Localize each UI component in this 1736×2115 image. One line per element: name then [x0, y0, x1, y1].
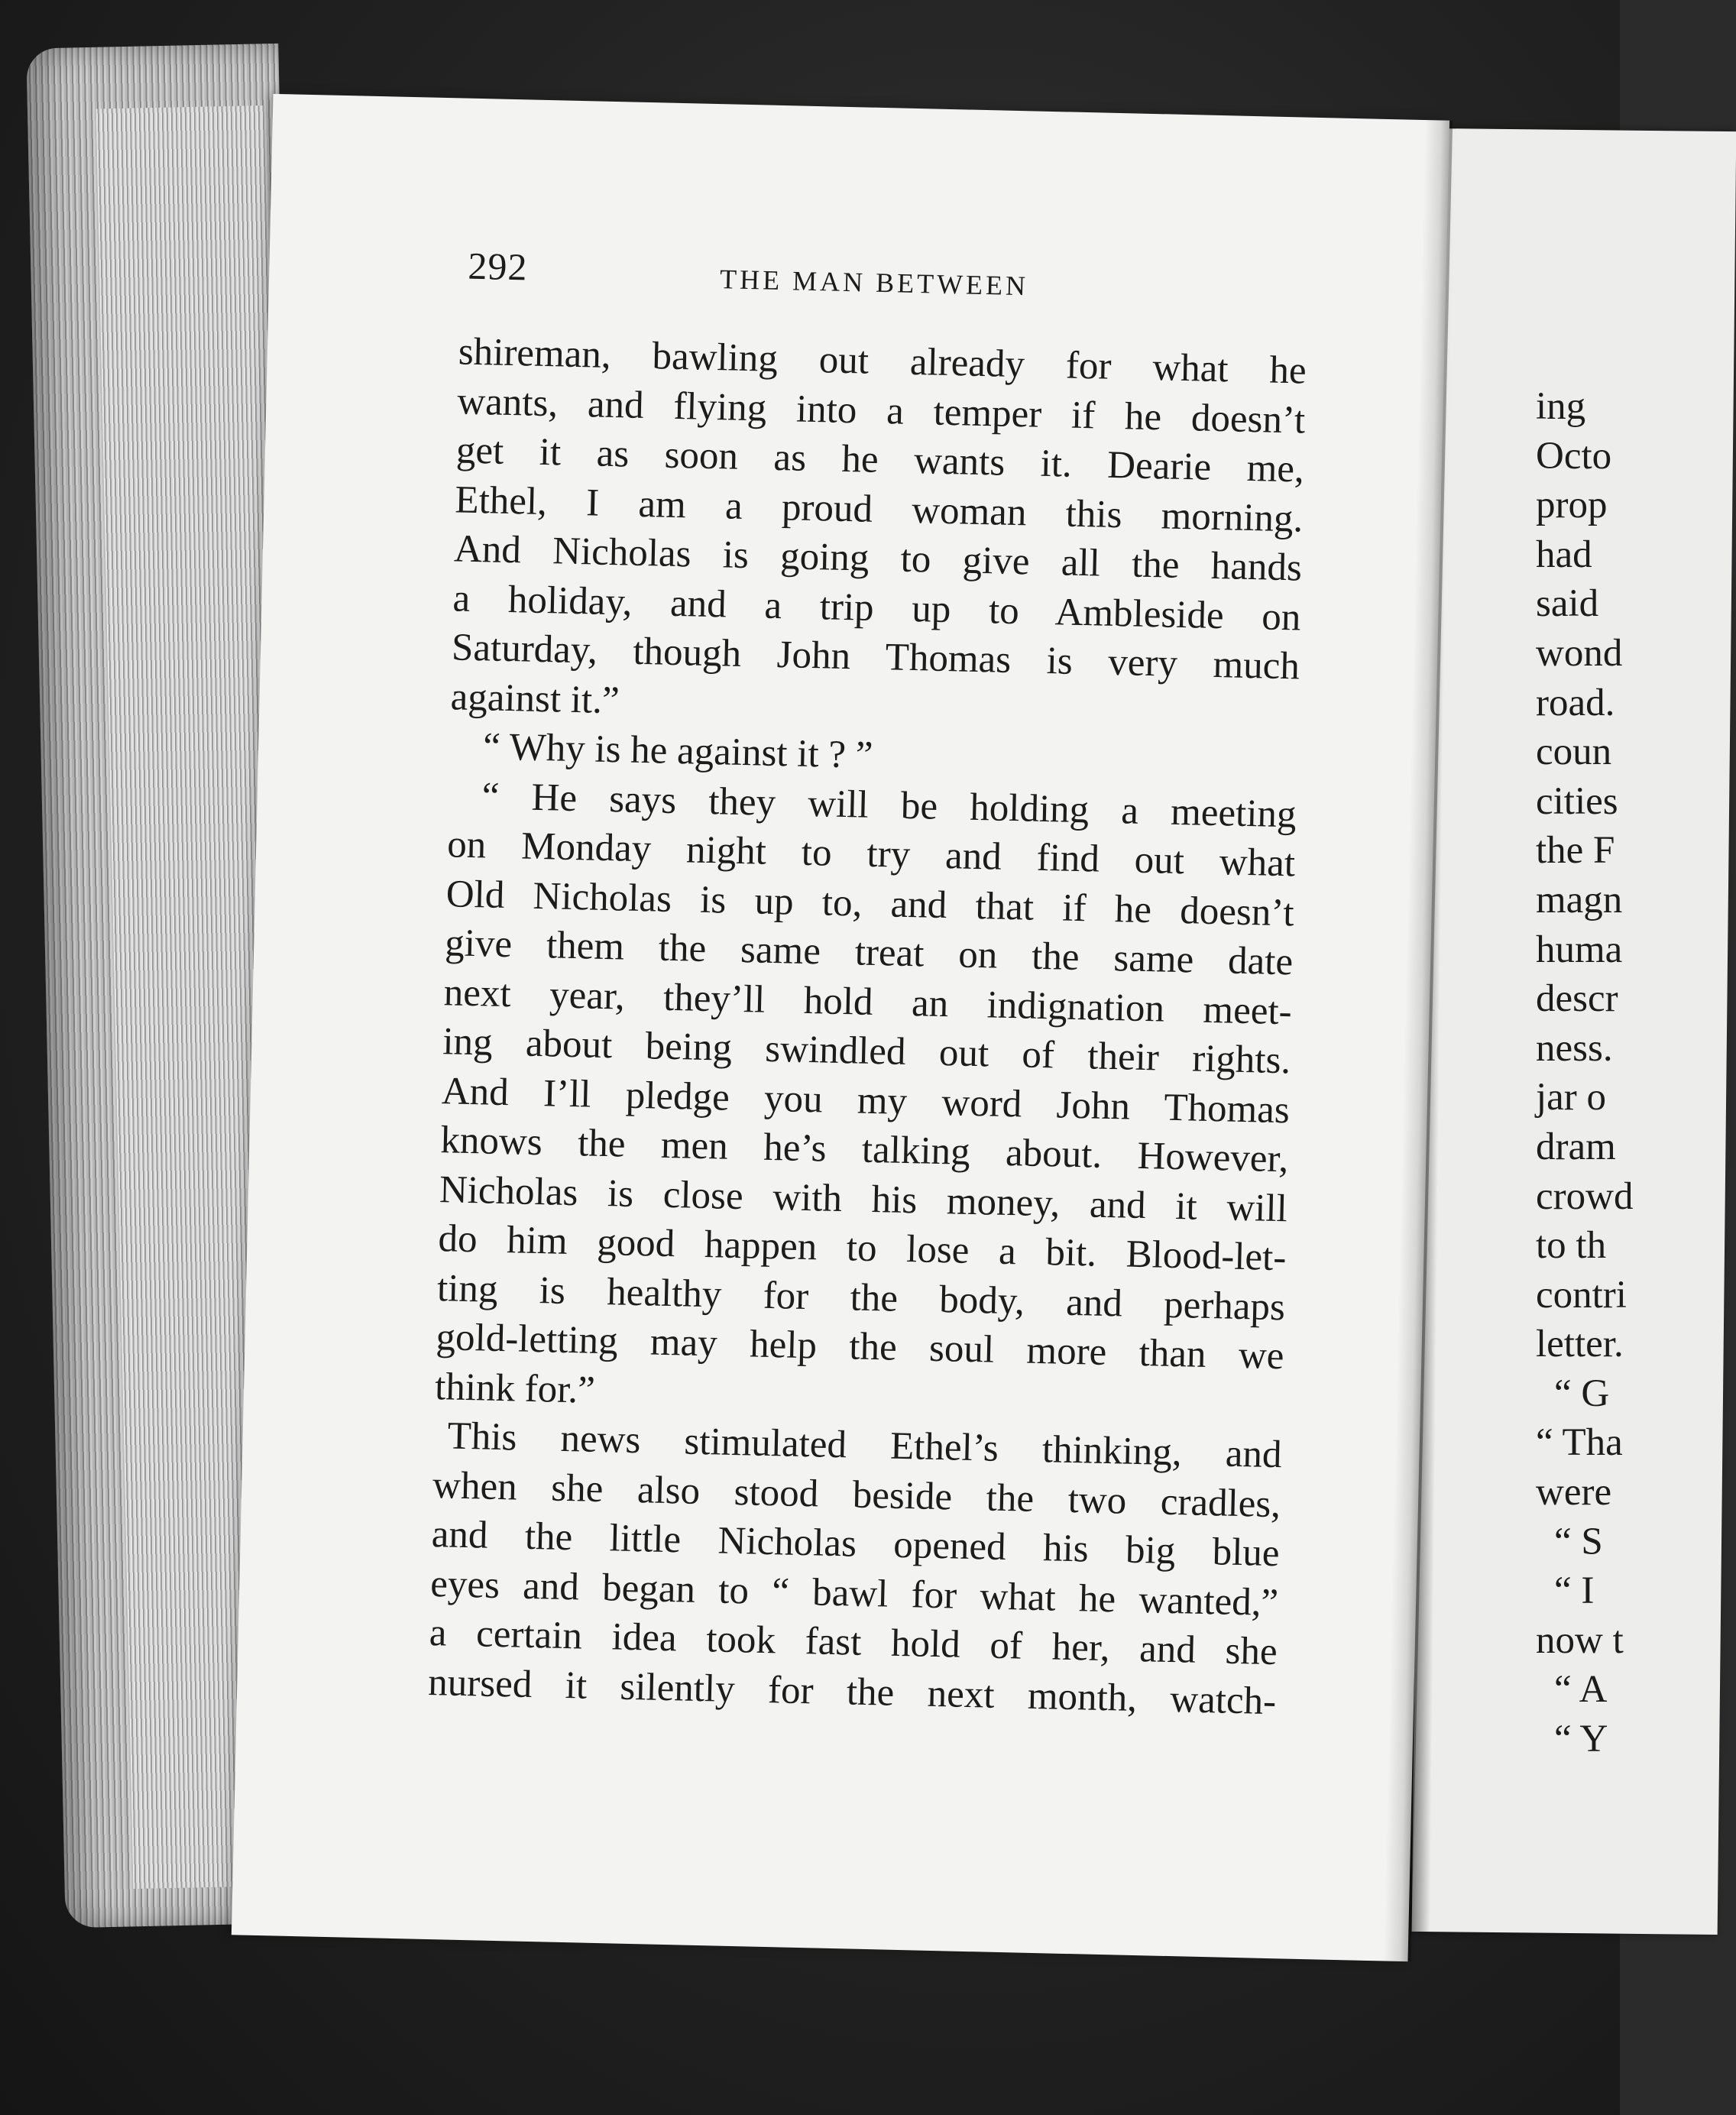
right-text-fragment: “ S — [1554, 1520, 1603, 1563]
right-text-fragment: “ A — [1554, 1668, 1608, 1712]
text-line: and the little Nicholas opened his big blue — [431, 1513, 1281, 1576]
text-line: This news stimulated Ethel’s thinking, and — [447, 1414, 1283, 1477]
right-page-text — [1536, 382, 1633, 1764]
right-text-fragment: descr — [1536, 977, 1618, 1021]
text-line: shireman, bawling out already for what he — [458, 330, 1307, 393]
text-line: think for.” — [434, 1365, 596, 1412]
right-text-fragment: magn — [1536, 878, 1623, 921]
right-text-fragment: dram — [1536, 1125, 1616, 1168]
right-text-fragment: to th — [1536, 1224, 1607, 1268]
text-line: And I’ll pledge you my word John Thomas — [441, 1069, 1291, 1132]
text-line: wants, and flying into a temper if he doesn’t — [456, 379, 1306, 442]
text-line: give them the same treat on the same date — [444, 921, 1294, 984]
right-text-fragment: “ I — [1554, 1569, 1595, 1613]
running-title: THE MAN BETWEEN — [719, 264, 1029, 302]
right-text-fragment: were — [1536, 1471, 1612, 1514]
right-text-fragment: contri — [1536, 1273, 1627, 1317]
right-text-fragment: “ Y — [1554, 1718, 1608, 1761]
right-text-fragment: Octo — [1536, 434, 1612, 478]
text-line: eyes and began to “ bawl for what he wanted,” — [429, 1562, 1279, 1624]
text-line: get it as soon as he wants it. Dearie me, — [455, 429, 1305, 491]
text-line: on Monday night to try and find out what — [446, 823, 1296, 886]
right-text-fragment: huma — [1536, 928, 1623, 971]
text-line: Old Nicholas is up to, and that if he doesn’t — [445, 872, 1295, 934]
right-text-fragment: prop — [1536, 484, 1608, 527]
text-line: gold-letting may help the soul more than we — [436, 1316, 1285, 1378]
text-line: ing about being swindled out of their rights. — [442, 1020, 1291, 1083]
text-line: do him good happen to lose a bit. Blood-let- — [437, 1217, 1287, 1280]
right-text-fragment: letter. — [1536, 1323, 1624, 1366]
running-head — [467, 244, 1385, 326]
text-line: knows the men he’s talking about. However, — [439, 1119, 1289, 1181]
text-line: against it.” — [450, 675, 620, 722]
text-line: nursed it silently for the next month, watch- — [427, 1660, 1277, 1723]
text-line: “ He says they will be holding a meeting — [481, 774, 1297, 836]
right-text-fragment: cities — [1536, 779, 1618, 823]
text-line: a holiday, and a trip up to Ambleside on — [452, 576, 1301, 640]
right-text-fragment: ing — [1536, 385, 1586, 428]
right-text-fragment: road. — [1536, 681, 1615, 724]
left-page — [232, 94, 1449, 1961]
right-text-fragment: ness. — [1536, 1026, 1613, 1070]
text-line: when she also stood beside the two cradles, — [432, 1463, 1281, 1526]
page-number: 292 — [467, 244, 529, 289]
right-text-fragment: now t — [1536, 1618, 1624, 1662]
text-line: a certain idea took fast hold of her, and she — [429, 1611, 1278, 1674]
left-page-text — [428, 327, 1307, 1726]
right-text-fragment: the F — [1536, 829, 1615, 873]
text-line: next year, they’ll hold an indignation meet- — [443, 970, 1293, 1033]
text-line: And Nicholas is going to give all the hands — [453, 527, 1303, 590]
text-line: Saturday, though John Thomas is very much — [451, 626, 1300, 688]
right-text-fragment: coun — [1536, 730, 1612, 774]
right-text-fragment: wond — [1536, 631, 1623, 675]
right-text-fragment: crowd — [1536, 1174, 1634, 1218]
text-line: Ethel, I am a proud woman this morning. — [454, 478, 1304, 541]
right-text-fragment: jar o — [1536, 1076, 1607, 1119]
text-line: Nicholas is close with his money, and it will — [439, 1168, 1288, 1230]
right-text-fragment: had — [1536, 533, 1592, 576]
right-text-fragment: “ Tha — [1536, 1421, 1623, 1465]
right-text-fragment: “ G — [1554, 1372, 1610, 1415]
right-text-fragment: said — [1536, 582, 1599, 626]
text-line: “ Why is he against it ? ” — [482, 725, 874, 777]
text-line: ting is healthy for the body, and perhaps — [436, 1266, 1286, 1329]
